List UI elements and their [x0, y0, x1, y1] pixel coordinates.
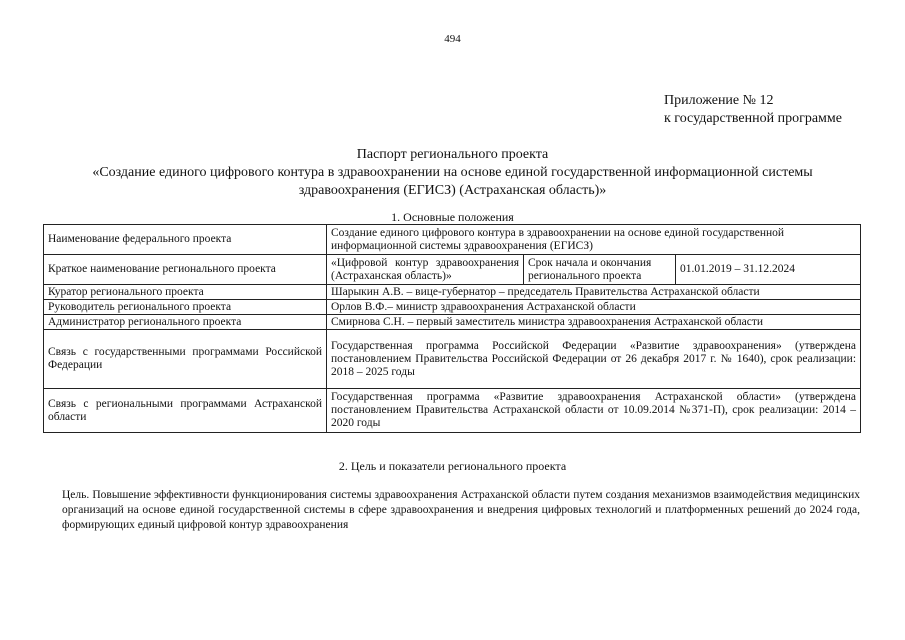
section-1-heading: 1. Основные положения — [391, 210, 514, 224]
period-label: Срок начала и окончания регионального проекта — [524, 255, 676, 285]
appendix-note — [664, 92, 842, 128]
appendix-line-2: к государственной программе — [664, 111, 842, 126]
row-label: Руководитель регионального проекта — [44, 300, 327, 315]
table-row — [44, 255, 861, 285]
federal-project-value: Создание единого цифрового контура в здравоохранении на основе единой государственной информационной системы здравоохранения (ЕГИСЗ) — [327, 225, 861, 255]
title-line-3: здравоохранения (ЕГИСЗ) (Астраханская область)» — [298, 183, 607, 198]
title-line-2: «Создание единого цифрового контура в здравоохранении на основе единой государственной информационной системы — [92, 165, 813, 180]
table-row — [44, 300, 861, 315]
row-label: Краткое наименование регионального проекта — [44, 255, 327, 285]
table-row — [44, 315, 861, 330]
short-name-value: «Цифровой контур здравоохранения (Астраханская область)» — [327, 255, 524, 285]
document-title — [40, 146, 865, 200]
page-number: 494 — [444, 33, 461, 45]
row-label: Наименование федерального проекта — [44, 225, 327, 255]
goal-paragraph: Цель. Повышение эффективности функционирования системы здравоохранения Астраханской области путем создания механизмов взаимодействия медицинских организаций на основе единой государственной системы в сфере здравоохранения и внедрения цифровых технологий и платформенных решений до 2024 года, формирующих единый цифровой контур здравоохранения — [62, 489, 860, 531]
head-value: Орлов В.Ф.– министр здравоохранения Астраханской области — [327, 300, 861, 315]
row-label: Связь с государственными программами Российской Федерации — [44, 330, 327, 389]
title-line-1: Паспорт регионального проекта — [356, 147, 549, 162]
row-label: Связь с региональными программами Астраханской области — [44, 389, 327, 433]
federal-programs-value: Государственная программа Российской Федерации «Развитие здравоохранения» (утверждена постановлением Правительства Российской Федерации от 26 декабря 2017 г. № 1640), срок реализации: 2018 – 2025 годы — [327, 330, 861, 389]
row-label: Куратор регионального проекта — [44, 285, 327, 300]
table-row — [44, 389, 861, 433]
appendix-line-1: Приложение № 12 — [664, 93, 774, 108]
administrator-value: Смирнова С.Н. – первый заместитель министра здравоохранения Астраханской области — [327, 315, 861, 330]
row-label: Администратор регионального проекта — [44, 315, 327, 330]
section-2-heading: 2. Цель и показатели регионального проекта — [338, 459, 567, 473]
table-row — [44, 285, 861, 300]
curator-value: Шарыкин А.В. – вице-губернатор – председатель Правительства Астраханской области — [327, 285, 861, 300]
regional-programs-value: Государственная программа «Развитие здравоохранения Астраханской области» (утверждена постановлением Правительства Астраханской области от 10.09.2014 №371-П), срок реализации: 2014 – 2020 годы — [327, 389, 861, 433]
main-provisions-table — [43, 224, 861, 433]
table-row — [44, 330, 861, 389]
table-row — [44, 225, 861, 255]
period-value: 01.01.2019 – 31.12.2024 — [676, 255, 861, 285]
